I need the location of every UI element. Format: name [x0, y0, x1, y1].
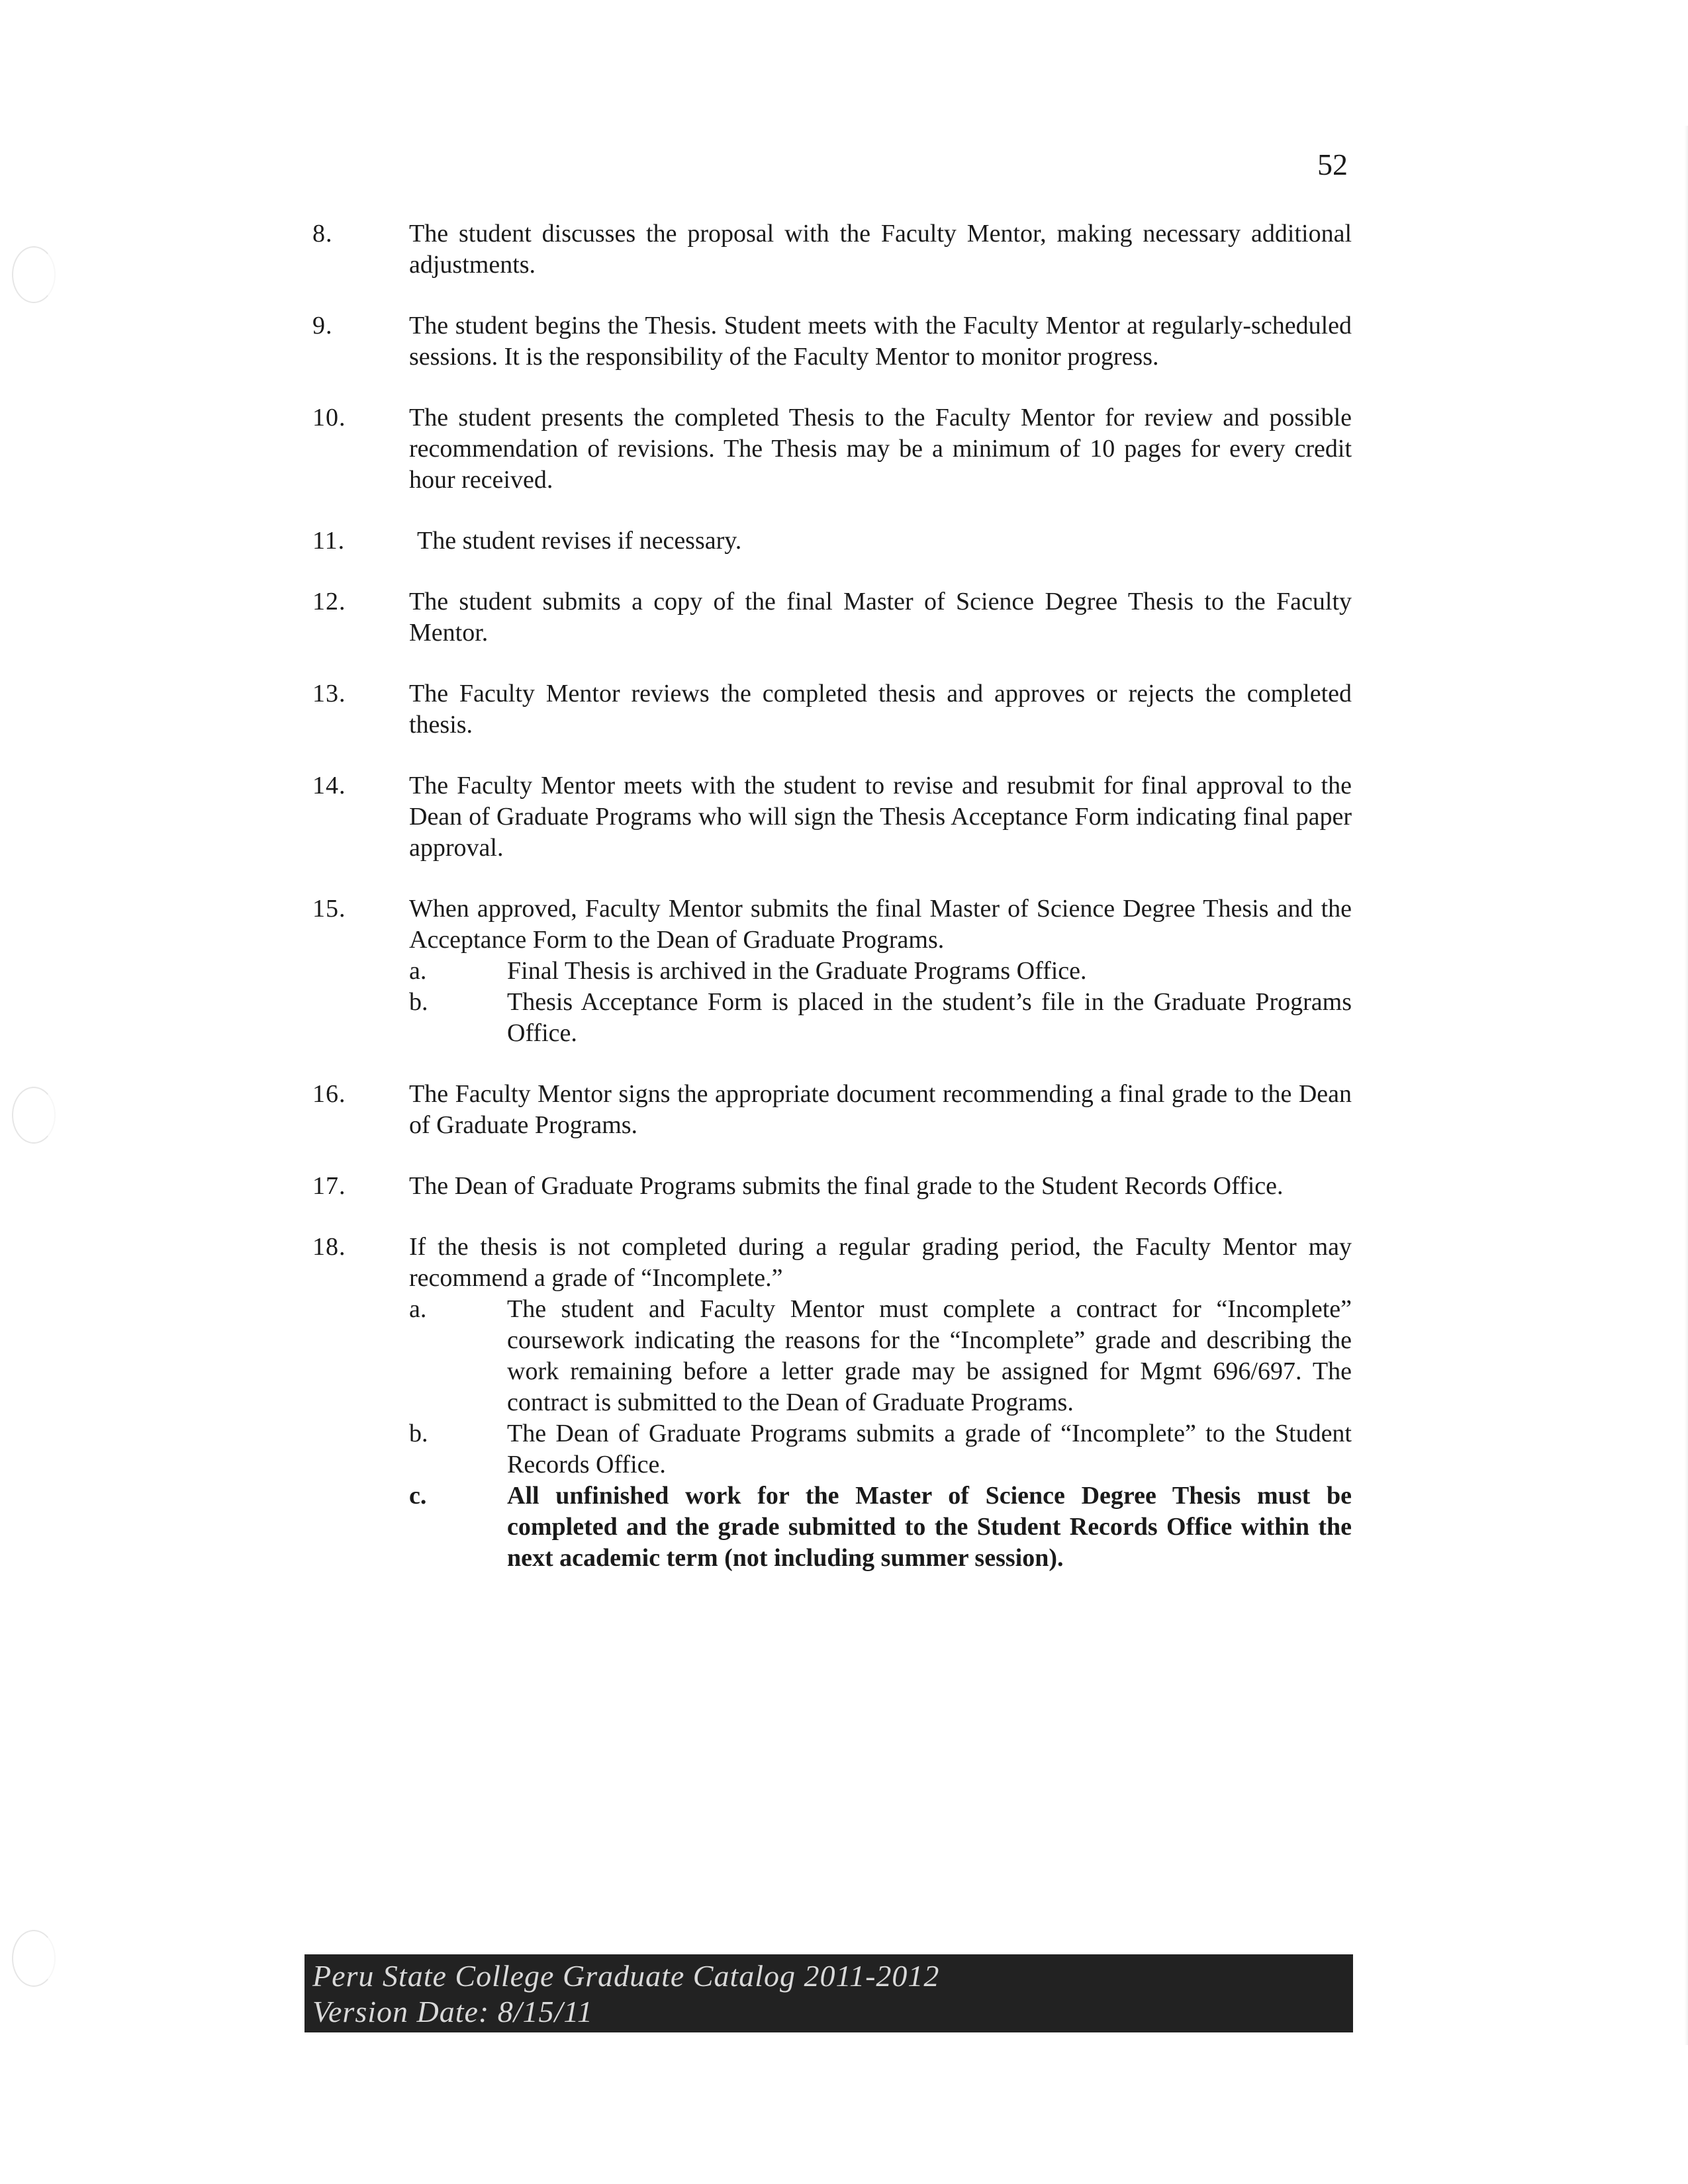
item-text: The student begins the Thesis. Student meets with the Faculty Mentor at regularly-scheduled sessions. It is the responsibility of the Faculty Mentor to monitor progress.	[409, 312, 1352, 371]
binder-hole-top	[12, 246, 56, 303]
sub-item-letter: a.	[409, 1295, 427, 1323]
item-text: The student presents the completed Thesis to the Faculty Mentor for review and possible recommendation of revisions. The Thesis may be a minimum of 10 pages for every credit hour received.	[409, 404, 1352, 494]
sub-item-text: All unfinished work for the Master of Science Degree Thesis must be completed and the grade submitted to the Student Records Office within the next academic term (not including summer session).	[507, 1482, 1352, 1572]
binder-hole-bottom	[12, 1930, 56, 1987]
numbered-procedure-list	[312, 218, 1352, 1604]
sub-list	[409, 1294, 1352, 1574]
item-text: The Faculty Mentor meets with the student to revise and resubmit for final approval to the Dean of Graduate Programs who will sign the Thesis Acceptance Form indicating final paper approval.	[409, 772, 1352, 862]
sub-item-letter: c.	[409, 1482, 427, 1510]
binder-hole-middle	[12, 1087, 56, 1144]
footer-catalog-title: Peru State College Graduate Catalog 2011-2012	[312, 1959, 940, 1993]
sub-item	[409, 1294, 1352, 1418]
page-edge-shadow	[1684, 126, 1688, 2045]
item-text: When approved, Faculty Mentor submits the final Master of Science Degree Thesis and the Acceptance Form to the Dean of Graduate Programs.	[409, 895, 1352, 954]
item-text: If the thesis is not completed during a regular grading period, the Faculty Mentor may recommend a grade of “Incomplete.”	[409, 1233, 1352, 1292]
list-item	[312, 218, 1352, 281]
sub-item	[409, 956, 1352, 987]
sub-item	[409, 1418, 1352, 1480]
list-item	[312, 770, 1352, 864]
item-number: 17.	[312, 1172, 346, 1200]
list-item	[312, 525, 1352, 557]
list-item	[312, 1171, 1352, 1202]
list-item	[312, 310, 1352, 373]
sub-item-letter: b.	[409, 1420, 428, 1447]
sub-item-letter: b.	[409, 988, 428, 1016]
sub-list	[409, 956, 1352, 1049]
item-number: 15.	[312, 895, 346, 923]
catalog-footer-banner	[305, 1954, 1353, 2032]
item-text: The student revises if necessary.	[417, 527, 742, 555]
list-item	[312, 678, 1352, 741]
item-text: The Faculty Mentor reviews the completed thesis and approves or rejects the completed thesis.	[409, 680, 1352, 739]
item-number: 16.	[312, 1080, 346, 1108]
list-item	[312, 1232, 1352, 1574]
item-number: 13.	[312, 680, 346, 707]
sub-item-letter: a.	[409, 957, 427, 985]
list-item	[312, 893, 1352, 1049]
sub-item-text: The student and Faculty Mentor must complete a contract for “Incomplete” coursework indicating the reasons for the “Incomplete” grade and describing the work remaining before a letter grade may be assigned for Mgmt 696/697. The contract is submitted to the Dean of Graduate Programs.	[507, 1295, 1352, 1416]
sub-item-text: The Dean of Graduate Programs submits a grade of “Incomplete” to the Student Records Office.	[507, 1420, 1352, 1479]
list-item	[312, 402, 1352, 496]
item-text: The Faculty Mentor signs the appropriate document recommending a final grade to the Dean of Graduate Programs.	[409, 1080, 1352, 1139]
item-text: The Dean of Graduate Programs submits the final grade to the Student Records Office.	[409, 1172, 1284, 1200]
list-item	[312, 586, 1352, 649]
item-number: 14.	[312, 772, 346, 799]
item-text: The student submits a copy of the final Master of Science Degree Thesis to the Faculty Mentor.	[409, 588, 1352, 647]
sub-item-emphasized	[409, 1480, 1352, 1574]
sub-item	[409, 987, 1352, 1049]
item-number: 9.	[312, 312, 333, 340]
item-number: 8.	[312, 220, 333, 248]
item-number: 10.	[312, 404, 346, 432]
item-number: 11.	[312, 527, 346, 555]
footer-version-date: Version Date: 8/15/11	[312, 1995, 593, 2028]
sub-item-text: Final Thesis is archived in the Graduate Programs Office.	[507, 957, 1087, 985]
list-item	[312, 1079, 1352, 1141]
item-number: 12.	[312, 588, 346, 615]
sub-item-text: Thesis Acceptance Form is placed in the student’s file in the Graduate Programs Office.	[507, 988, 1352, 1047]
item-number: 18.	[312, 1233, 346, 1261]
item-text: The student discusses the proposal with the Faculty Mentor, making necessary additional adjustments.	[409, 220, 1352, 279]
page-number: 52	[1317, 148, 1348, 181]
